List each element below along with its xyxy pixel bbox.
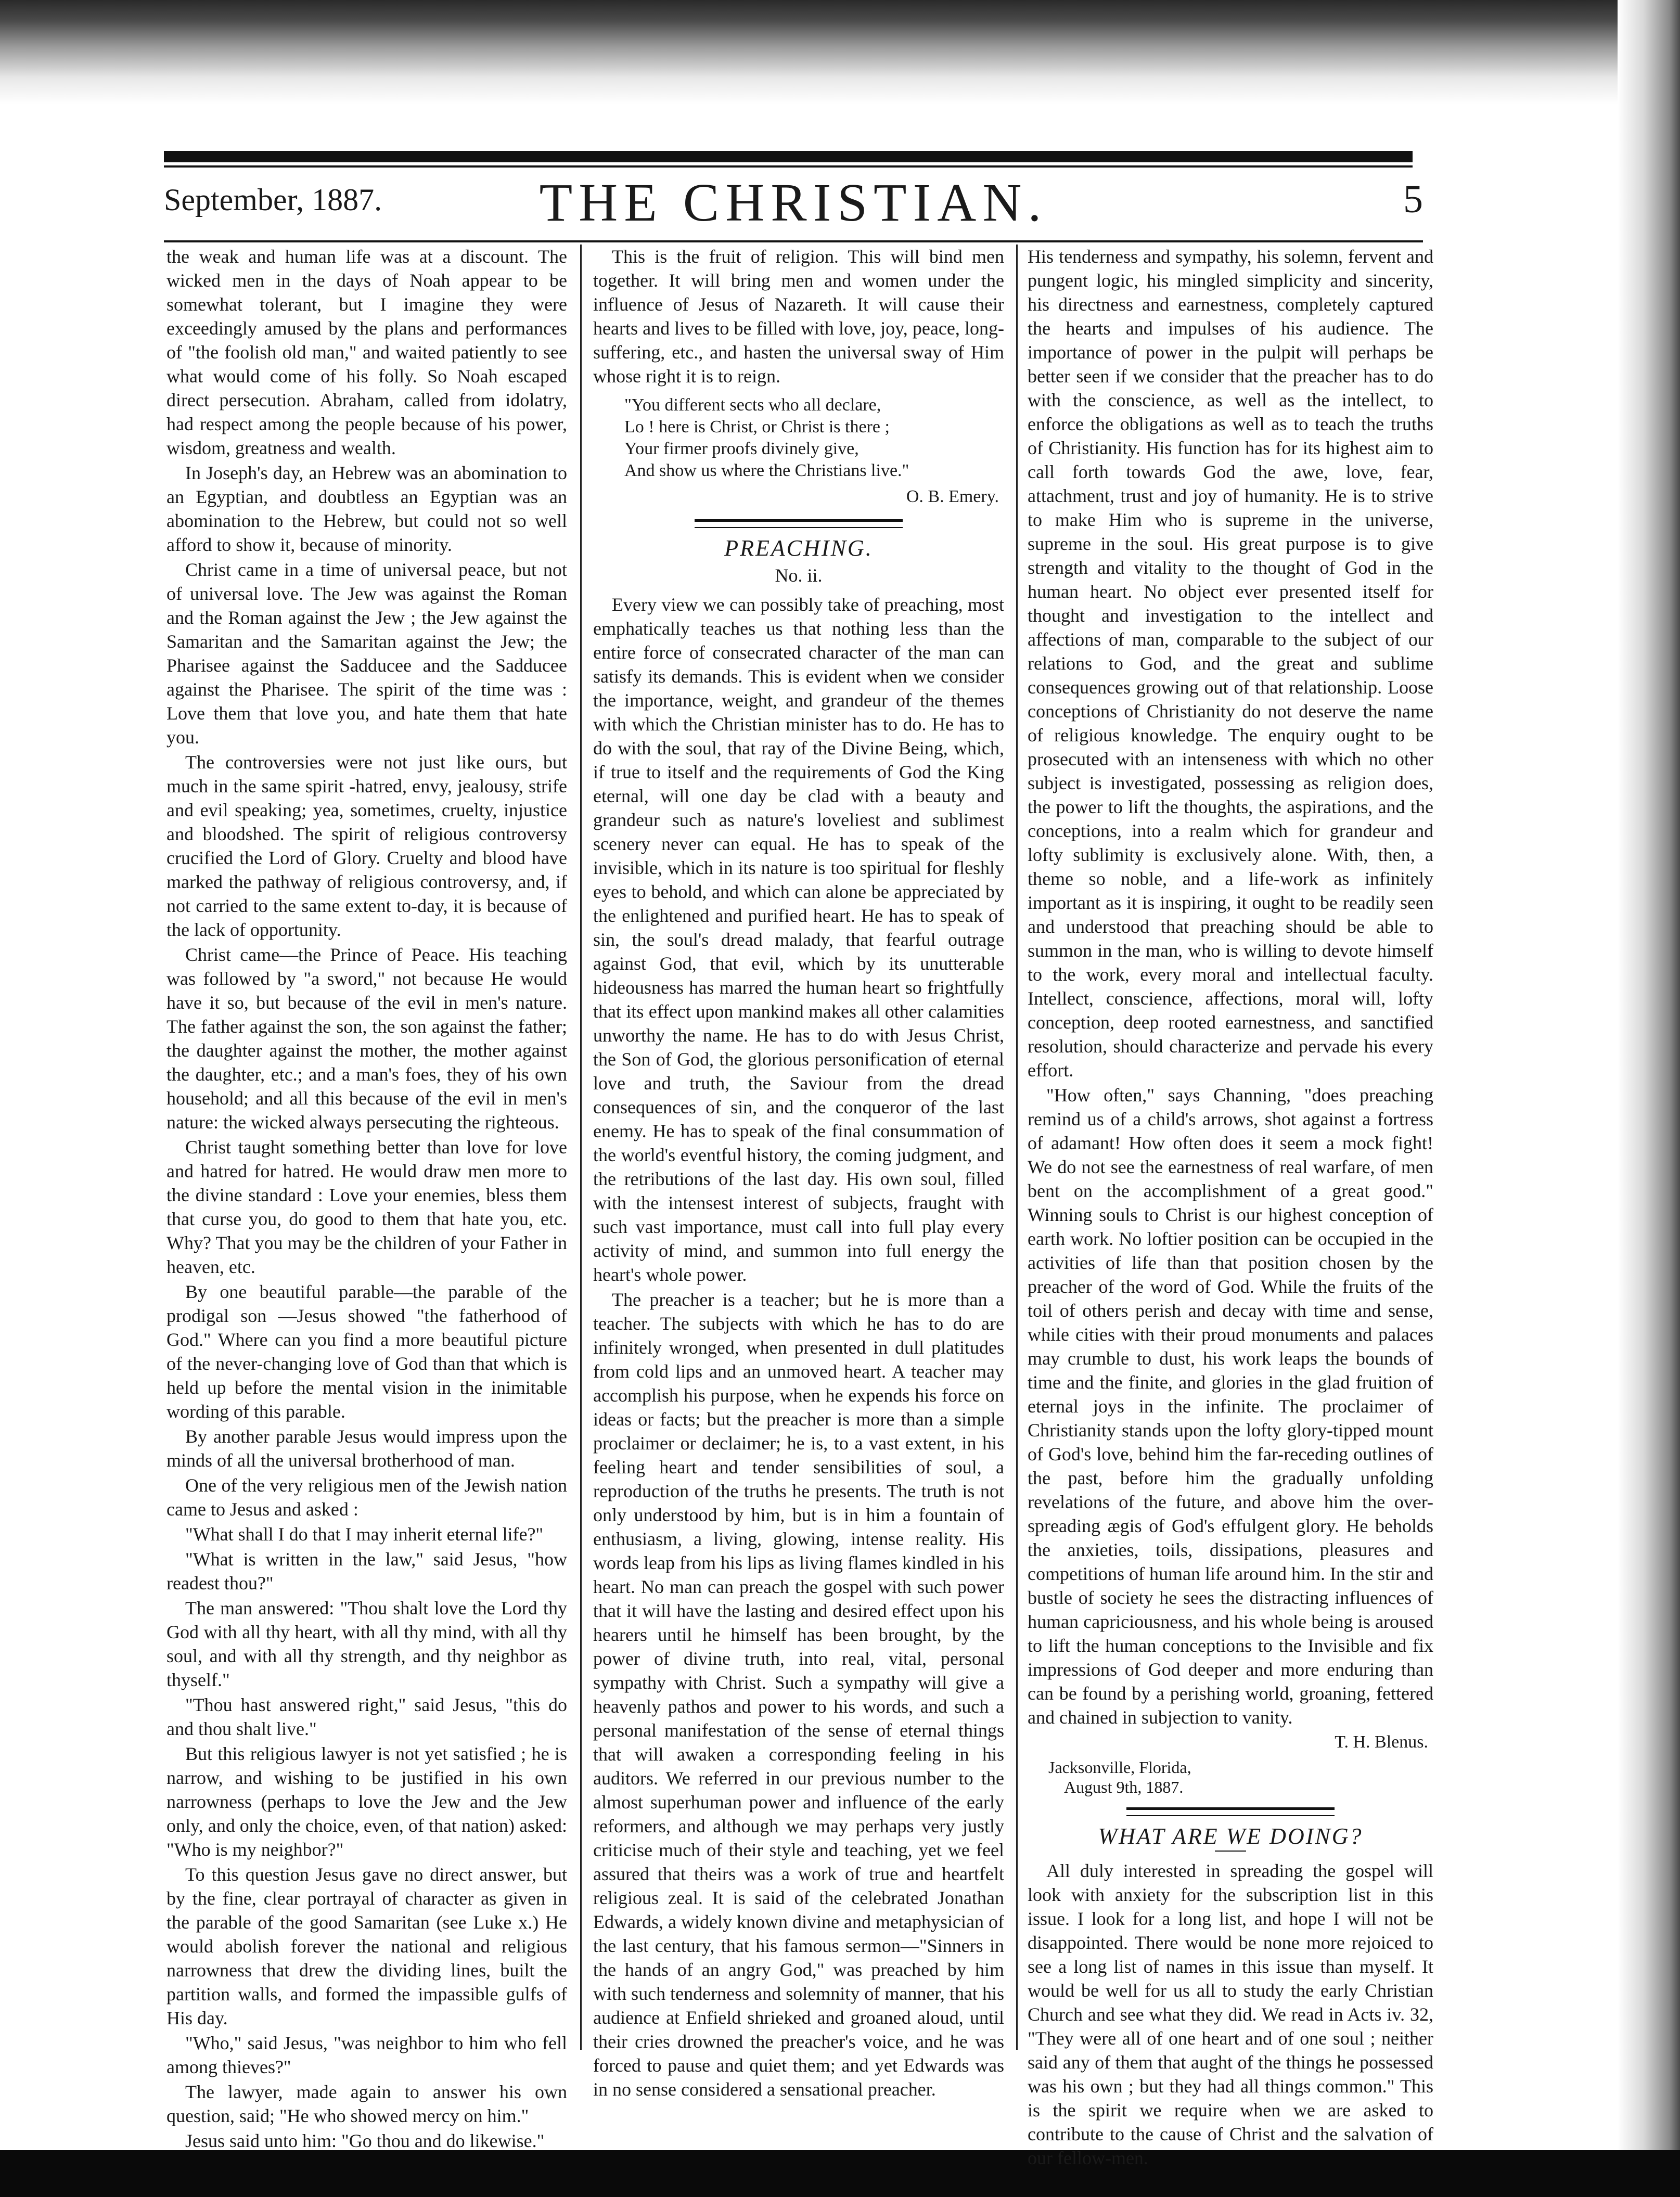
paragraph: Jesus said unto him: "Go thou and do likewise." bbox=[185, 2130, 545, 2151]
section-divider bbox=[695, 519, 903, 528]
paragraph: His tenderness and sympathy, his solemn, fervent and pungent logic, his mingled simplicity and sincerity, his directness and earnestness, completely captured the hearts and impulses of his audience. The importance of power in the pulpit will perhaps be better seen if we consider that the preacher has to do with the conscience, as well as the intellect, to enforce the obligations as well as to teach the truths of Christianity. His function has for its highest aim to call forth towards God the awe, love, fear, attachment, trust and joy of humanity. He is to strive to make Him who is supreme in the universe, supreme in the soul. His great purpose is to give strength and vitality to the thought of God in the human heart. No object ever presented itself for thought and investigation to the intellect and affections of man, comparable to the subject of our relations to God, and the great and sublime consequences growing out of that relationship. Loose conceptions of Christianity do not deserve the name of religious knowledge. The enquiry ought to be prosecuted with an intenseness with which no other subject is investigated, possessing as religion does, the power to lift the thoughts, the aspirations, and the conceptions, into a realm which for grandeur and lofty sublimity is exclusively alone. With, then, a theme so noble, and a life-work as infinitely important as it is inspiring, it ought to be readily seen and understood that preaching should be able to summon in the man, who is willing to devote himself to the work, every moral and intellectual faculty. Intellect, conscience, affections, moral will, lofty conception, deep rooted earnestness, and sanctified resolution, should characterize and pervade his every effort. bbox=[1028, 246, 1433, 1081]
masthead-rule bbox=[164, 240, 1423, 242]
poem-line: Your firmer proofs divinely give, bbox=[624, 439, 859, 458]
poem-quote bbox=[624, 394, 1004, 482]
scan-edge-right bbox=[1618, 0, 1680, 2197]
paragraph: "Who," said Jesus, "was neighbor to him who fell among thieves?" bbox=[166, 2033, 567, 2077]
paragraph: One of the very religious men of the Jewish nation came to Jesus and asked : bbox=[166, 1475, 567, 1520]
newspaper-title: THE CHRISTIAN. bbox=[539, 173, 1048, 233]
dateline-place: Jacksonville, Florida, bbox=[1048, 1758, 1191, 1777]
poem-author: O. B. Emery. bbox=[906, 487, 999, 506]
article-author: T. H. Blenus. bbox=[1335, 1732, 1428, 1752]
section-title-what-are-we-doing: WHAT ARE WE DOING? bbox=[1098, 1823, 1363, 1849]
column-3 bbox=[1028, 245, 1433, 2171]
section-divider bbox=[1126, 1807, 1335, 1816]
column-divider-2 bbox=[1016, 245, 1018, 2050]
paragraph: But this religious lawyer is not yet satisfied ; he is narrow, and wishing to be justified in his own narrowness (perhaps to love the Jew and the Jew only, and only the choice, even, of that nation) asked: "Who is my neighbor?" bbox=[166, 1743, 567, 1860]
section-number: No. ii. bbox=[775, 565, 823, 586]
paragraph: The man answered: "Thou shalt love the Lord thy God with all thy heart, with all thy mind, with all thy soul, and with all thy strength, and thy neighbor as thyself." bbox=[166, 1598, 567, 1690]
masthead bbox=[164, 172, 1423, 233]
paragraph: Christ came—the Prince of Peace. His teaching was followed by "a sword," not because He would have it so, but because of the evil in men's nature. The father against the son, the son against the father; the daughter against the mother, the mother against the daughter, etc.; and a man's foes, they of his own household; and all this because of the evil in men's nature: the wicked always persecuting the righteous. bbox=[166, 944, 567, 1133]
top-rule bbox=[164, 151, 1413, 162]
poem-line: And show us where the Christians live." bbox=[624, 461, 909, 480]
paragraph: The controversies were not just like ours, but much in the same spirit -hatred, envy, jealousy, strife and evil speaking; yea, sometimes, cruelty, injustice and bloodshed. The spirit of religious controversy crucified the Lord of Glory. Cruelty and blood have marked the pathway of religious controversy, and, if not carried to the same extent to-day, it is because of the lack of opportunity. bbox=[166, 752, 567, 940]
paragraph: "Thou hast answered right," said Jesus, "this do and thou shalt live." bbox=[166, 1694, 567, 1739]
paragraph: In Joseph's day, an Hebrew was an abomination to an Egyptian, and doubtless an Egyptian was an abomination to the Hebrew, but could not so well afford to show it, because of minority. bbox=[166, 462, 567, 555]
paragraph: the weak and human life was at a discount. The wicked men in the days of Noah appear to be somewhat tolerant, but I imagine they were exceedingly amused by the plans and performances of "the foolish old man," and waited patiently to see what would come of his folly. So Noah escaped direct persecution. Abraham, called from idolatry, had respect among the people because of his power, wisdom, greatness and wealth. bbox=[166, 246, 567, 458]
paragraph: This is the fruit of religion. This will bind men together. It will bring men and women under the influence of Jesus of Nazareth. It will cause their hearts and lives to be filled with love, joy, peace, long-suffering, etc., and hasten the universal sway of Him whose right it is to reign. bbox=[593, 246, 1004, 387]
dateline bbox=[1048, 1757, 1433, 1797]
poem-line: Lo ! here is Christ, or Christ is there ; bbox=[624, 417, 890, 436]
paragraph: "What shall I do that I may inherit eternal life?" bbox=[185, 1524, 544, 1545]
paragraph: Christ taught something better than love for love and hatred for hatred. He would draw men more to the divine standard : Love your enemies, bless them that curse you, do good to them that hate you, etc. Why? That you may be the children of your Father in heaven, etc. bbox=[166, 1137, 567, 1277]
section-title-preaching: PREACHING. bbox=[724, 535, 873, 561]
paragraph: The lawyer, made again to answer his own question, said; "He who showed mercy on him." bbox=[166, 2082, 567, 2126]
paragraph: To this question Jesus gave no direct answer, but by the fine, clear portrayal of character as given in the parable of the good Samaritan (see Luke x.) He would abolish forever the national and religious narrowness that drew the dividing lines, built the partition walls, and formed the impassible gulfs of His day. bbox=[166, 1864, 567, 2028]
paragraph: Christ came in a time of universal peace, but not of universal love. The Jew was against the Roman and the Roman against the Jew ; the Jew against the Samaritan and the Samaritan against the Jew; the Pharisee against the Sadducee and the Sadducee against the Pharisee. The spirit of the time was : Love them that love you, and hate them that hate you. bbox=[166, 559, 567, 748]
paragraph: By one beautiful parable—the parable of the prodigal son —Jesus showed "the fatherhood of God." Where can you find a more beautiful picture of the never-changing love of God than that which is held up before the mental vision in the inimitable wording of this parable. bbox=[166, 1281, 567, 1422]
paragraph: "What is written in the law," said Jesus, "how readest thou?" bbox=[166, 1549, 567, 1594]
top-rule-thin bbox=[164, 165, 1413, 168]
paragraph: Every view we can possibly take of preaching, most emphatically teaches us that nothing less than the entire force of consecrated character of the man can satisfy its demands. This is evident when we consider the importance, weight, and grandeur of the themes with which the Christian minister has to do. He has to do with the soul, that ray of the Divine Being, which, if true to itself and the requirements of God the King eternal, will one day be clad with a beauty and grandeur such as nature's loveliest and sublimest scenery never can equal. He has to speak of the invisible, which in its nature is too spiritual for fleshly eyes to behold, and which can alone be appreciated by the enlightened and purified heart. He has to speak of sin, the soul's dread malady, that fearful outrage against God, that evil, which by its unutterable hideousness has marred the human heart so frightfully that its effect upon mankind makes all other calamities unworthy the name. He has to do with Jesus Christ, the Son of God, the glorious personification of eternal love and truth, the Saviour from the dread consequences of sin, and the conqueror of the last enemy. He has to speak of the final consummation of the world's eventful history, the coming judgment, and the retributions of the last day. His own soul, filled with the intensest interest of subjects, fraught with such vast importance, must call into full play every activity of mind, and summon into full energy the heart's whole power. bbox=[593, 594, 1004, 1285]
issue-date: September, 1887. bbox=[164, 183, 382, 217]
dateline-date: August 9th, 1887. bbox=[1064, 1778, 1184, 1796]
paragraph: All duly interested in spreading the gospel will look with anxiety for the subscription list in this issue. I look for a long list, and hope I will not be disappointed. There would be none more rejoiced to see a long list of names in this issue than myself. It would be well for us all to study the early Christian Church and see what they did. We read in Acts iv. 32, "They were all of one heart and of one soul ; neither said any of them that aught of the things he possessed was his own ; but they had all things common." This is the spirit we require when we are asked to contribute to the cause of Christ and the salvation of our fellow-men. bbox=[1028, 1860, 1433, 2168]
column-1 bbox=[166, 245, 567, 2154]
title-underline bbox=[1215, 1851, 1246, 1852]
column-divider-1 bbox=[580, 245, 582, 2050]
poem-line: "You different sects who all declare, bbox=[624, 395, 881, 415]
column-2 bbox=[593, 245, 1004, 2102]
paragraph: "How often," says Channing, "does preaching remind us of a child's arrows, shot against a fortress of adamant! How often does it seem a mock fight! We do not see the earnestness of real warfare, of men bent on the accomplishment of a great good." Winning souls to Christ is our highest conception of earth work. No loftier position can be occupied in the activities of life than that position chosen by the preacher of the word of God. While the fruits of the toil of others perish and decay with time and sense, while cities with their proud monuments and palaces may crumble to dust, his work leaps the bounds of time and the finite, and glories in the glad fruition of eternal joys in the infinite. The proclaimer of Christianity stands upon the lofty glory-tipped mount of God's love, behind him the far-receding outlines of the past, before him the gradually unfolding revelations of the future, and above him the over-spreading ægis of God's effulgent glory. He beholds the anxieties, toils, dissipations, pleasures and competitions of human life around him. In the stir and bustle of society he sees the distracting influences of human capriciousness, and his whole being is aroused to lift the human conceptions to the Invisible and fix impressions of God deeper and more enduring than can be found by a perishing world, groaning, fettered and chained in subjection to vanity. bbox=[1028, 1085, 1433, 1728]
scan-edge-top bbox=[0, 0, 1680, 104]
paragraph: The preacher is a teacher; but he is more than a teacher. The subjects with which he has to do are infinitely wronged, when presented in dull platitudes from cold lips and an unmoved heart. A teacher may accomplish his purpose, when he expends his force on ideas or facts; but the preacher is more than a simple proclaimer or declaimer; he is, to a vast extent, in his feeling heart and tender sensibilities of soul, a reproduction of the truths he presents. The truth is not only understood by him, but is in him a fountain of enthusiasm, a living, glowing, intense reality. His words leap from his lips as living flames kindled in his heart. No man can preach the gospel with such power that it will have the lasting and desired effect upon his hearers until he himself has been brought, by the power of divine truth, into real, vital, personal sympathy with Christ. Such a sympathy will give a heavenly pathos and power to his words, and such a personal manifestation of the sense of eternal things that will awaken a corresponding feeling in his auditors. We referred in our previous number to the almost superhuman power and influence of the early reformers, and although we may perhaps very justly criticise much of their style and teaching, yet we feel assured that theirs was a work of true and heartfelt religious zeal. It is said of the celebrated Jonathan Edwards, a widely known divine and metaphysician of the last century, that his famous sermon—"Sinners in the hands of an angry God," was preached by him with such tenderness and solemnity of manner, that his audience at Enfield shrieked and groaned aloud, until their cries drowned the preacher's voice, and he was forced to pause and quiet them; and yet Edwards was in no sense considered a sensational preacher. bbox=[593, 1289, 1004, 2100]
paragraph: By another parable Jesus would impress upon the minds of all the universal brotherhood of man. bbox=[166, 1426, 567, 1471]
page-number: 5 bbox=[1403, 177, 1423, 221]
